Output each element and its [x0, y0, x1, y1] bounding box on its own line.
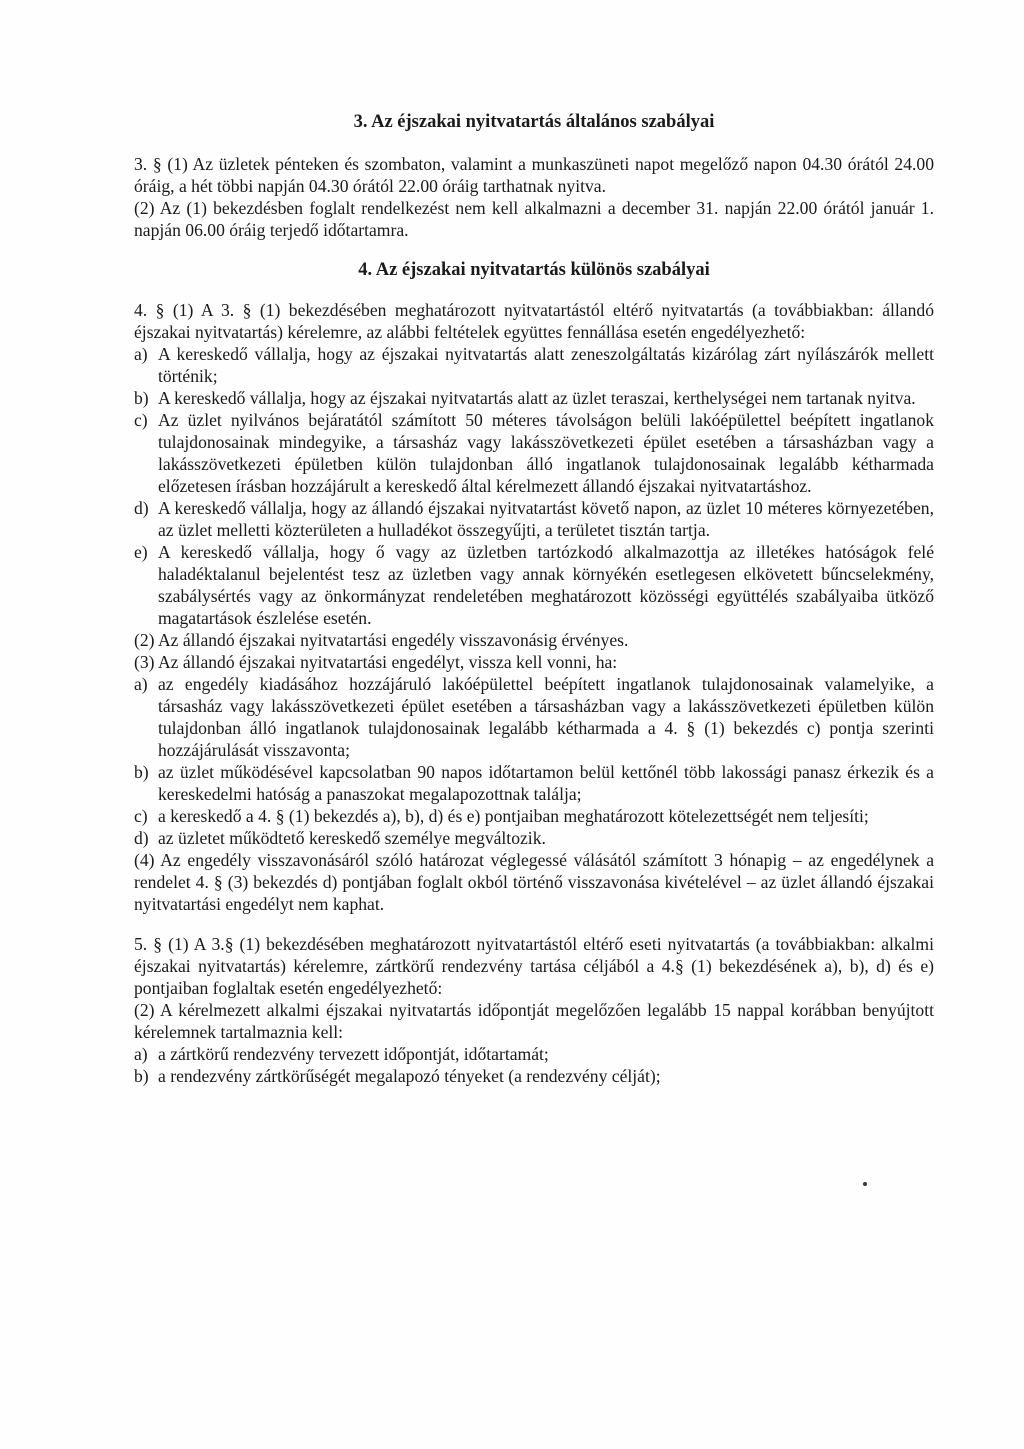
list-item-label: d) — [134, 828, 149, 848]
list-item-text: A kereskedő vállalja, hogy az éjszakai nyitvatartás alatt zeneszolgáltatás kizárólag zárt nyílászárók mellett történik; — [158, 344, 934, 386]
list-item-label: c) — [134, 806, 148, 826]
section-3-paragraph-2: (2) Az (1) bekezdésben foglalt rendelkezést nem kell alkalmazni a december 31. napján 22.00 órától január 1. napján 06.00 óráig terjedő időtartamra. — [134, 198, 934, 240]
section-5-paragraph-2: (2) A kérelmezett alkalmi éjszakai nyitvatartás időpontját megelőzően legalább 15 nappal korábban benyújtott kérelemnek tartalmaznia kell: — [134, 1000, 934, 1042]
list-item-label: b) — [134, 388, 149, 408]
list-item-text: a rendezvény zártkörűségét megalapozó tényeket (a rendezvény célját); — [158, 1066, 661, 1086]
list-item — [134, 1065, 934, 1087]
list-item — [134, 827, 934, 849]
list-item — [134, 805, 934, 827]
section-4-heading: 4. Az éjszakai nyitvatartás különös szabályai — [358, 260, 710, 280]
list-item — [134, 387, 934, 409]
list-item-text: A kereskedő vállalja, hogy ő vagy az üzletben tartózkodó alkalmazottja az illetékes hatóságok felé haladéktalanul bejelentést tesz az üzletben vagy annak környékén esetlegesen elkövetett bűncselekmény, szabálysértés vagy az önkormányzat rendeletében meghatározott közösségi együttélés szabályaiba ütköző magatartások észlelése esetén. — [158, 542, 934, 628]
list-item-text: A kereskedő vállalja, hogy az éjszakai nyitvatartás alatt az üzlet teraszai, kerthelységei nem tartanak nyitva. — [158, 388, 916, 408]
list-item-label: a) — [134, 1044, 148, 1064]
list-item-text: a kereskedő a 4. § (1) bekezdés a), b), d) és e) pontjaiban meghatározott kötelezettségét nem teljesíti; — [158, 806, 869, 826]
stray-dot-mark — [863, 1182, 867, 1186]
list-item — [134, 343, 934, 387]
list-item-text: az üzlet működésével kapcsolatban 90 napos időtartamon belül kettőnél több lakossági panasz érkezik és a kereskedelmi hatóság a panaszokat megalapozottnak találja; — [158, 762, 934, 804]
section-3-paragraph-1: 3. § (1) Az üzletek pénteken és szombaton, valamint a munkaszüneti napot megelőző napon 04.30 órától 24.00 óráig, a hét többi napján 04.30 órától 22.00 óráig tarthatnak nyitva. — [134, 154, 934, 196]
list-item-text: a zártkörű rendezvény tervezett időpontját, időtartamát; — [158, 1044, 549, 1064]
list-item-label: b) — [134, 762, 149, 782]
list-item — [134, 761, 934, 805]
list-item-text: az üzletet működtető kereskedő személye megváltozik. — [158, 828, 546, 848]
section-4-paragraph-3: (3) Az állandó éjszakai nyitvatartási engedélyt, vissza kell vonni, ha: — [134, 652, 618, 672]
list-item-text: az engedély kiadásához hozzájáruló lakóépülettel beépített ingatlanok tulajdonosainak valamelyike, a társasház vagy lakásszövetkezeti épület esetében a társasházban vagy a lakásszövetkezeti épületben külön tulajdonban álló ingatlanok tulajdonosainak legalább kétharmada a 4. § (1) bekezdés c) pontja szerinti hozzájárulását visszavonta; — [158, 674, 934, 760]
list-item-label: b) — [134, 1066, 149, 1086]
list-item-label: c) — [134, 410, 148, 430]
list-item-text: Az üzlet nyilvános bejáratától számított 50 méteres távolságon belüli lakóépülettel beépített ingatlanok tulajdonosainak mindegyike, a társasház vagy lakásszövetkezeti épület esetében a társasházban vagy a lakásszövetkezeti épületben külön tulajdonban álló ingatlanok tulajdonosainak legalább kétharmada előzetesen írásban hozzájárult a kereskedő által kérelmezett állandó éjszakai nyitvatartáshoz. — [158, 410, 934, 496]
section-5-paragraph-1: 5. § (1) A 3.§ (1) bekezdésében meghatározott nyitvatartástól eltérő eseti nyitvatartás (a továbbiakban: alkalmi éjszakai nyitvatartás) kérelemre, zártkörű rendezvény tartása céljából a 4.§ (1) bekezdésének a), b), d) és e) pontjaiban foglaltak esetén engedélyezhető: — [134, 934, 934, 998]
section-4-intro: 4. § (1) A 3. § (1) bekezdésében meghatározott nyitvatartástól eltérő nyitvatartás (a továbbiakban: állandó éjszakai nyitvatartás) kérelemre, az alábbi feltételek együttes fennállása esetén engedélyezhető: — [134, 300, 934, 342]
section-4-paragraph-4: (4) Az engedély visszavonásáról szóló határozat véglegessé válásától számított 3 hónapig – az engedélynek a rendelet 4. § (3) bekezdés d) pontjában foglalt okból történő visszavonása kivételével – az üzlet állandó éjszakai nyitvatartási engedélyt nem kaphat. — [134, 850, 934, 914]
list-item — [134, 673, 934, 761]
list-item — [134, 409, 934, 497]
list-item — [134, 497, 934, 541]
list-item-label: a) — [134, 674, 148, 694]
section-4-paragraph-2: (2) Az állandó éjszakai nyitvatartási engedély visszavonásig érvényes. — [134, 630, 629, 650]
list-item-label: e) — [134, 542, 148, 562]
list-item-label: a) — [134, 344, 148, 364]
list-item-label: d) — [134, 498, 149, 518]
section-spacer — [134, 915, 934, 933]
list-item — [134, 541, 934, 629]
section-3-heading: 3. Az éjszakai nyitvatartás általános szabályai — [353, 112, 715, 132]
list-item — [134, 1043, 934, 1065]
list-item-text: A kereskedő vállalja, hogy az állandó éjszakai nyitvatartást követő napon, az üzlet 10 méteres környezetében, az üzlet melletti közterületen a hulladékot összegyűjti, a területet tisztán tartja. — [158, 498, 934, 540]
